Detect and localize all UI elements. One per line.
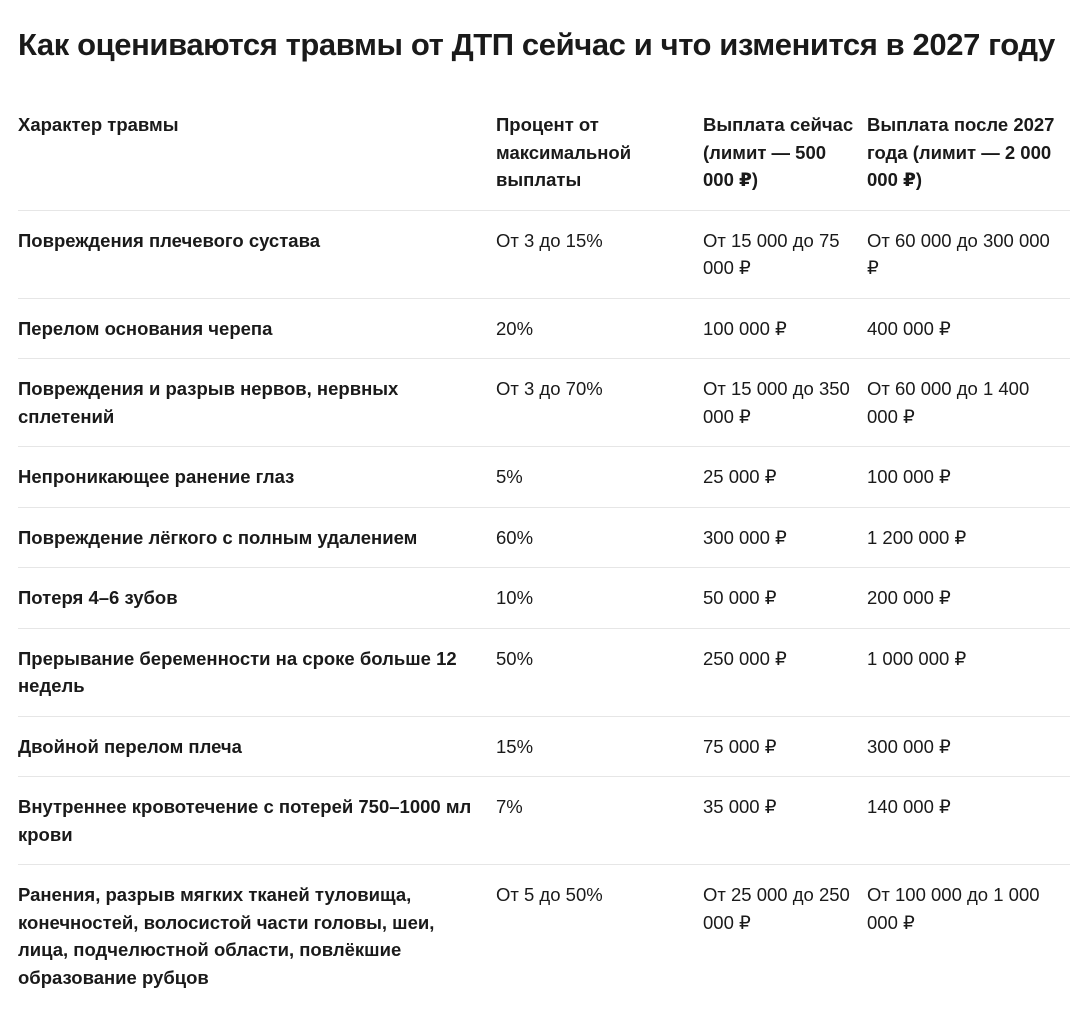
table-row: [18, 507, 1070, 568]
table-row: [18, 628, 1070, 716]
header-injury-type: Характер травмы: [18, 94, 496, 210]
cell-payout-now: 100 000 ₽: [703, 298, 867, 359]
cell-payout-after: 100 000 ₽: [867, 447, 1070, 508]
table-row: [18, 716, 1070, 777]
page-title: Как оцениваются травмы от ДТП сейчас и что изменится в 2027 году: [18, 27, 1055, 62]
cell-payout-now: От 15 000 до 75 000 ₽: [703, 210, 867, 298]
table-row: [18, 865, 1070, 1008]
cell-injury: Повреждения плечевого сустава: [18, 210, 496, 298]
table-row: [18, 568, 1070, 629]
cell-injury: Внутреннее кровотечение с потерей 750–1000 мл крови: [18, 777, 496, 865]
cell-percent: 7%: [496, 777, 703, 865]
cell-percent: 5%: [496, 447, 703, 508]
cell-payout-now: От 15 000 до 350 000 ₽: [703, 359, 867, 447]
table-row: [18, 210, 1070, 298]
table-row: [18, 777, 1070, 865]
cell-payout-after: 140 000 ₽: [867, 777, 1070, 865]
header-percent: Процент от максимальной выплаты: [496, 94, 703, 210]
cell-percent: 10%: [496, 568, 703, 629]
cell-percent: 50%: [496, 628, 703, 716]
cell-percent: От 3 до 70%: [496, 359, 703, 447]
cell-injury: Перелом основания черепа: [18, 298, 496, 359]
cell-percent: 15%: [496, 716, 703, 777]
cell-injury: Ранения, разрыв мягких тканей туловища, конечностей, волосистой части головы, шеи, лица, подчелюстной области, повлёкшие образование рубцов: [18, 884, 435, 988]
cell-payout-after: 1 000 000 ₽: [867, 628, 1070, 716]
cell-payout-now: 50 000 ₽: [703, 568, 867, 629]
cell-payout-now: 250 000 ₽: [703, 628, 867, 716]
table-row: [18, 298, 1070, 359]
cell-injury: Прерывание беременности на сроке больше 12 недель: [18, 628, 496, 716]
cell-payout-now: 75 000 ₽: [703, 716, 867, 777]
cell-injury: Двойной перелом плеча: [18, 716, 496, 777]
cell-percent: 20%: [496, 298, 703, 359]
cell-payout-now: 300 000 ₽: [703, 507, 867, 568]
cell-injury: Повреждения и разрыв нервов, нервных сплетений: [18, 359, 496, 447]
cell-payout-after: 200 000 ₽: [867, 568, 1070, 629]
table-row: [18, 447, 1070, 508]
cell-payout-now: 25 000 ₽: [703, 447, 867, 508]
cell-injury: Потеря 4–6 зубов: [18, 568, 496, 629]
cell-percent: От 3 до 15%: [496, 210, 703, 298]
cell-payout-now: 35 000 ₽: [703, 777, 867, 865]
header-payout-after-2027: Выплата после 2027 года (лимит — 2 000 000 ₽): [867, 94, 1070, 210]
cell-payout-after: 400 000 ₽: [867, 298, 1070, 359]
table-row: [18, 359, 1070, 447]
cell-payout-after: 300 000 ₽: [867, 716, 1070, 777]
cell-percent: 60%: [496, 507, 703, 568]
cell-payout-now: От 25 000 до 250 000 ₽: [703, 884, 850, 933]
cell-injury: Непроникающее ранение глаз: [18, 447, 496, 508]
cell-payout-after: 1 200 000 ₽: [867, 507, 1070, 568]
cell-injury: Повреждение лёгкого с полным удалением: [18, 507, 496, 568]
header-payout-now: Выплата сейчас (лимит — 500 000 ₽): [703, 94, 867, 210]
cell-percent: От 5 до 50%: [496, 884, 603, 905]
table-header-row: [18, 94, 1070, 210]
cell-payout-after: От 100 000 до 1 000 000 ₽: [867, 884, 1040, 933]
cell-payout-after: От 60 000 до 1 400 000 ₽: [867, 359, 1070, 447]
injury-payout-table: [18, 94, 1070, 1007]
cell-payout-after: От 60 000 до 300 000 ₽: [867, 210, 1070, 298]
